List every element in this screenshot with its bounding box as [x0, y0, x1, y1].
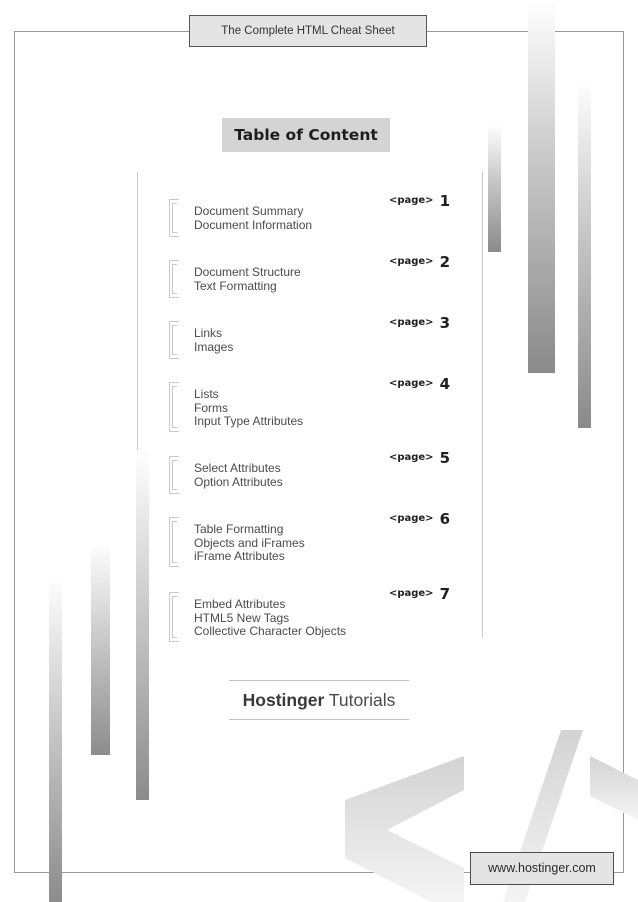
toc-item: HTML5 New Tags [194, 610, 290, 625]
bracket-icon [169, 260, 179, 298]
brand-name: Hostinger [242, 690, 325, 710]
bracket-icon [169, 199, 179, 237]
page-reference [389, 447, 450, 467]
toc-item: iFrame Attributes [194, 549, 285, 563]
bracket-icon [169, 592, 179, 642]
page-tag: <page> [388, 195, 434, 206]
toc-item: Embed Attributes [194, 597, 286, 611]
divider-line [229, 719, 409, 720]
toc-item: Document Structure [194, 265, 301, 279]
page-number: 5 [439, 448, 450, 467]
toc-entry[interactable] [165, 191, 465, 239]
brand-title [229, 688, 409, 712]
page-tag: <page> [388, 256, 434, 267]
toc-item: Document Information [194, 217, 313, 232]
toc-item: Table Formatting [194, 522, 284, 536]
bracket-icon [169, 382, 179, 432]
toc-entry[interactable] [165, 313, 465, 361]
page-number: 2 [439, 252, 450, 271]
bracket-icon [169, 321, 179, 359]
page-number: 1 [439, 191, 450, 210]
bracket-icon [169, 456, 179, 494]
toc-item: Option Attributes [194, 474, 283, 489]
page-tag: <page> [388, 452, 434, 463]
toc-item: Text Formatting [194, 278, 277, 293]
page-reference [389, 583, 450, 603]
bracket-icon [169, 517, 179, 567]
page-number: 6 [439, 509, 450, 528]
toc-item: Select Attributes [194, 461, 281, 475]
divider-line [137, 172, 138, 450]
page-reference [389, 508, 450, 528]
document-title: The Complete HTML Cheat Sheet [189, 15, 427, 47]
page-tag: <page> [388, 588, 434, 599]
toc-entry[interactable] [165, 584, 465, 646]
page-number: 7 [439, 584, 450, 603]
toc-item: Lists [194, 387, 219, 401]
toc-item: Document Summary [194, 204, 304, 218]
toc-item: Forms [194, 400, 228, 415]
page-reference [389, 190, 450, 210]
divider-line [229, 680, 409, 681]
toc-entry[interactable] [165, 448, 465, 496]
page-reference [389, 251, 450, 271]
toc-item: Objects and iFrames [194, 535, 305, 550]
toc-entry[interactable] [165, 374, 465, 436]
page-reference [389, 373, 450, 393]
page-number: 4 [439, 374, 450, 393]
page-tag: <page> [388, 513, 434, 524]
page-number: 3 [439, 313, 450, 332]
toc-item: Input Type Attributes [194, 414, 304, 428]
toc-entry[interactable] [165, 252, 465, 300]
toc-entry[interactable] [165, 509, 465, 571]
toc-heading: Table of Content [222, 118, 390, 152]
page-tag: <page> [388, 317, 434, 328]
page-reference [389, 312, 450, 332]
brand-suffix: Tutorials [328, 690, 396, 710]
website-link[interactable]: www.hostinger.com [470, 852, 614, 885]
divider-line [482, 172, 483, 637]
page-tag: <page> [388, 378, 434, 389]
toc-item: Links [194, 326, 223, 340]
toc-item: Collective Character Objects [194, 624, 347, 638]
toc-item: Images [194, 339, 234, 354]
